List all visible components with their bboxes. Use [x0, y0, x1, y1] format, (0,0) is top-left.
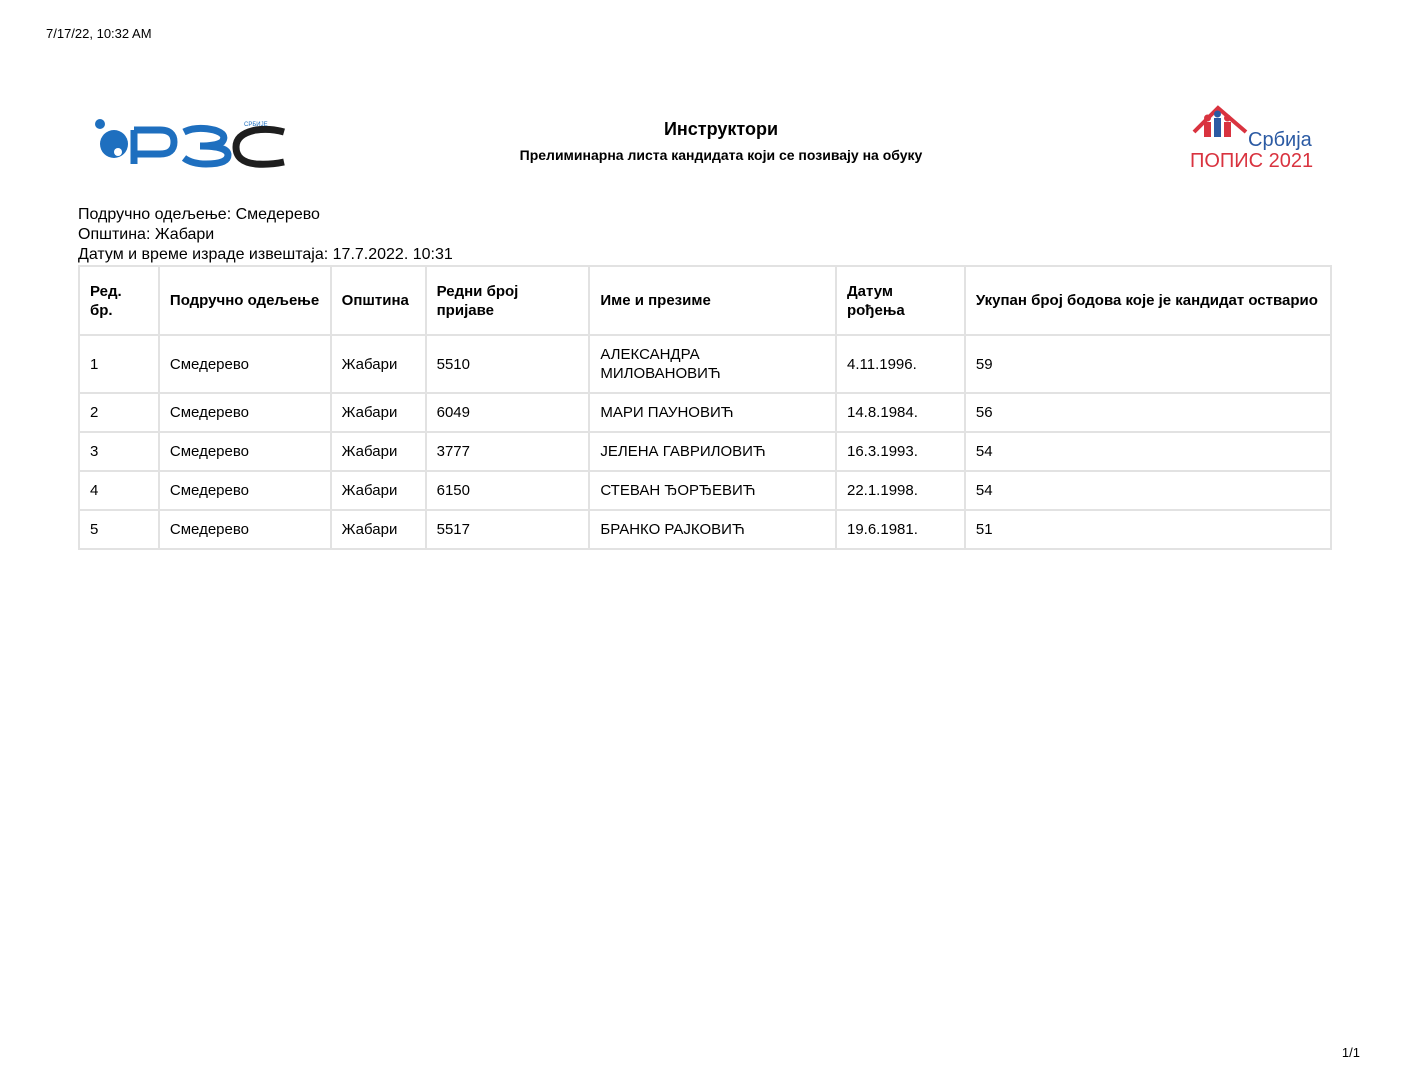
header-total-points: Укупан број бодова које је кандидат остварио: [965, 266, 1331, 335]
popis-logo-census: ПОПИС 2021: [1190, 150, 1314, 172]
cell-municipality: Жабари: [331, 471, 426, 510]
header-municipality: Општина: [331, 266, 426, 335]
report-meta: [78, 205, 453, 265]
rzs-logo: [88, 112, 288, 172]
cell-birth-date: 4.11.1996.: [836, 335, 965, 393]
cell-birth-date: 16.3.1993.: [836, 432, 965, 471]
cell-total-points: 54: [965, 471, 1331, 510]
cell-application-number: 6150: [426, 471, 590, 510]
cell-department: Смедерево: [159, 471, 331, 510]
cell-municipality: Жабари: [331, 432, 426, 471]
header-department: Подручно одељење: [159, 266, 331, 335]
cell-application-number: 6049: [426, 393, 590, 432]
cell-total-points: 51: [965, 510, 1331, 549]
cell-birth-date: 22.1.1998.: [836, 471, 965, 510]
department-line: Подручно одељење: Смедерево: [78, 206, 320, 223]
cell-department: Смедерево: [159, 510, 331, 549]
cell-application-number: 3777: [426, 432, 590, 471]
cell-department: Смедерево: [159, 432, 331, 471]
table-row: [79, 393, 1331, 432]
header-ordinal: Ред. бр.: [79, 266, 159, 335]
report-title-block: [400, 118, 1042, 164]
cell-municipality: Жабари: [331, 510, 426, 549]
cell-full-name: МАРИ ПАУНОВИЋ: [589, 393, 836, 432]
cell-ordinal: 1: [79, 335, 159, 393]
table-row: [79, 471, 1331, 510]
cell-ordinal: 4: [79, 471, 159, 510]
cell-full-name: АЛЕКСАНДРА МИЛОВАНОВИЋ: [589, 335, 836, 393]
cell-department: Смедерево: [159, 335, 331, 393]
cell-municipality: Жабари: [331, 393, 426, 432]
header-birth-date: Датум рођења: [836, 266, 965, 335]
cell-application-number: 5510: [426, 335, 590, 393]
table-row: [79, 432, 1331, 471]
cell-ordinal: 2: [79, 393, 159, 432]
cell-total-points: 59: [965, 335, 1331, 393]
cell-total-points: 56: [965, 393, 1331, 432]
print-header-datetime: 7/17/22, 10:32 AM: [46, 26, 152, 41]
cell-application-number: 5517: [426, 510, 590, 549]
table-row: [79, 335, 1331, 393]
popis-2021-logo: [1188, 102, 1320, 174]
report-subtitle: Прелиминарна листа кандидата који се позивају на обуку: [519, 147, 923, 163]
cell-total-points: 54: [965, 432, 1331, 471]
cell-birth-date: 19.6.1981.: [836, 510, 965, 549]
report-title: Инструктори: [663, 119, 779, 139]
header-full-name: Име и презиме: [589, 266, 836, 335]
cell-birth-date: 14.8.1984.: [836, 393, 965, 432]
table-row: [79, 510, 1331, 549]
cell-ordinal: 5: [79, 510, 159, 549]
municipality-line: Општина: Жабари: [78, 226, 215, 243]
popis-logo-country: Србија: [1248, 129, 1312, 151]
page-number: 1/1: [1341, 1045, 1360, 1060]
cell-full-name: БРАНКО РАЈКОВИЋ: [589, 510, 836, 549]
cell-municipality: Жабари: [331, 335, 426, 393]
cell-full-name: ЈЕЛЕНА ГАВРИЛОВИЋ: [589, 432, 836, 471]
rzs-logo-small-text: СРБИЈЕ: [244, 122, 268, 128]
cell-department: Смедерево: [159, 393, 331, 432]
cell-ordinal: 3: [79, 432, 159, 471]
table-header-row: [79, 266, 1331, 335]
report-datetime-line: Датум и време израде извештаја: 17.7.2022. 10:31: [78, 246, 453, 263]
header-application-number: Редни број пријаве: [426, 266, 590, 335]
candidates-table: [78, 265, 1332, 550]
cell-full-name: СТЕВАН ЂОРЂЕВИЋ: [589, 471, 836, 510]
